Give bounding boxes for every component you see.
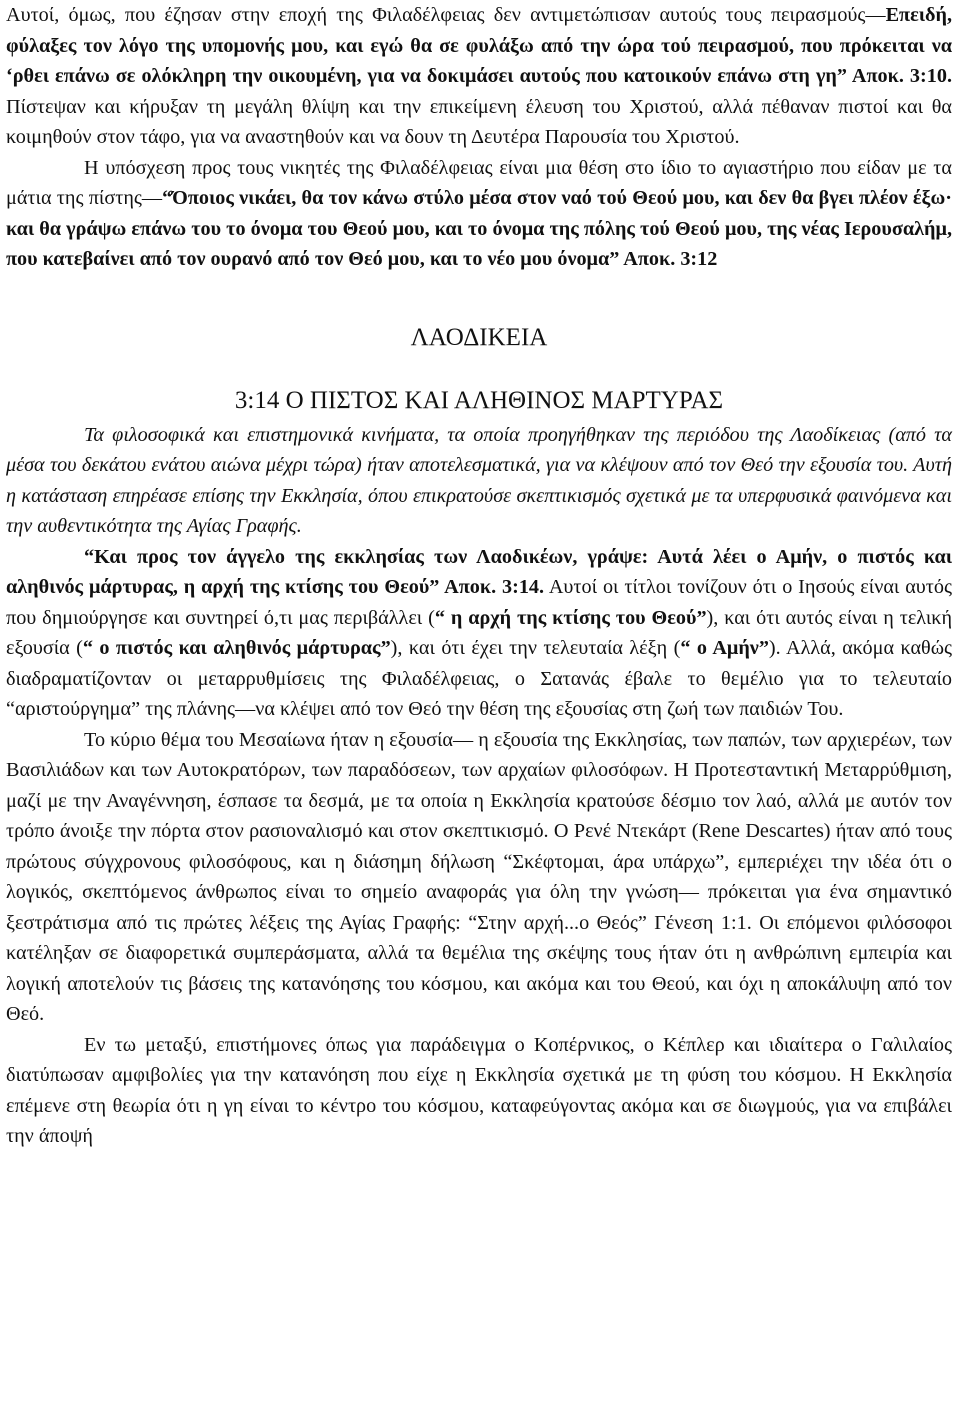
document-page bbox=[6, 0, 952, 1152]
scripture-quote-rev-3-12: “Όποιος νικάει, θα τον κάνω στύλο μέσα στον ναό τού Θεού μου, και δεν θα βγει πλέον έξω· και θα γράψω επάνω του το όνομα του Θεού μου, και το όνομα της πόλης τού Θεού μου, της νέας Ιερουσαλήμ, που κατεβαίνει από τον ουρανό από τον Θεό μου, και το νέο μου όνομα” Αποκ. 3:12 bbox=[6, 187, 952, 270]
paragraph-text: ), και ότι έχει την τελευταία λέξη ( bbox=[390, 637, 681, 659]
paragraph-philadelphia-promise: Η υπόσχεση προς τους νικητές της Φιλαδέλφειας είναι μια θέση στο ίδιο το αγιαστήριο που είδαν με τα μάτια της πίστης—“Όποιος νικάει, θα τον κάνω στύλο μέσα στον ναό τού Θεού μου, και δεν θα βγει πλέον έξω· και θα γράψω επάνω του το όνομα του Θεού μου, και το όνομα της πόλης τού Θεού μου, της νέας Ιερουσαλήμ, που κατεβαίνει από τον ουρανό από τον Θεό μου, και το νέο μου όνομα” Αποκ. 3:12 bbox=[6, 156, 952, 270]
paragraph-text: ). Αλλά, ακόμα καθώς διαδραματίζονταν οι μεταρρυθμίσεις της Φιλαδέλφειας, ο Σατανάς έβαλε το θεμέλιο για το τελευταίο “αριστούργημα” της πλάνης—να κλέψει από τον Θεό την θέση της εξουσίας στη ζωή των παιδιών Του. bbox=[6, 637, 952, 720]
paragraph-philadelphia-trials: Αυτοί, όμως, που έζησαν στην εποχή της Φιλαδέλφειας δεν αντιμετώπισαν αυτούς τους πειρασμούς—Επειδή, φύλαξες τον λόγο της υπομονής μου, και εγώ θα σε φυλάξω από την ώρα τού πειρασμού, που πρόκειται να ‘ρθει επάνω σε ολόκληρη την οικουμένη, για να δοκιμάσει αυτούς που κατοικούν επάνω στη γη” Αποκ. 3:10. Πίστεψαν και κήρυξαν τη μεγάλη θλίψη και την επικείμενη έλευση του Χριστού, αλλά πέθαναν πιστοί και θα κοιμηθούν στον τάφο, για να αναστηθούν και να δουν τη Δευτέρα Παρουσία του Χριστού. bbox=[6, 4, 952, 148]
paragraph-laodicea-intro: Τα φιλοσοφικά και επιστημονικά κινήματα, τα οποία προηγήθηκαν της περιόδου της Λαοδίκειας (από τα μέσα του δεκάτου ενάτου αιώνα μέχρι τώρα) ήταν αποτελεσματικά, για να κλέψουν από τον Θεό την εξουσία του. Αυτή η κατάσταση επηρέασε επίσης την Εκκλησία, όπου επικρατούσε σκεπτικισμός σχετικά με τα υπερφυσικά φαινόμενα και την αυθεντικότητα της Αγίας Γραφής. bbox=[6, 423, 952, 537]
quote-beginning-of-creation: “ η αρχή της κτίσης του Θεού” bbox=[434, 606, 707, 629]
paragraph-text: Αυτοί οι τίτλοι τονίζουν ότι ο Ιησούς είναι αυτός που δημιούργησε και συντηρεί ό,τι μας περιβάλλει ( bbox=[6, 576, 952, 629]
paragraph-middle-ages-authority: Το κύριο θέμα του Μεσαίωνα ήταν η εξουσία— η εξουσία της Εκκλησίας, των παπών, των αρχιερέων, των Βασιλιάδων και των Αυτοκρατόρων, των παραδόσεων, των αρχαίων φιλοσόφων. Η Προτεσταντική Μεταρρύθμιση, μαζί με την Αναγέννηση, έσπασε τα δεσμά, με τα οποία η Εκκλησία κρατούσε δέσμιο τον λαό, αλλά με αυτόν τον τρόπο άνοιξε την πόρτα στον ρασιοναλισμό και στον σκεπτικισμό. Ο Ρενέ Ντεκάρτ (Rene Descartes) ήταν από τους πρώτους σύγχρονους φιλοσόφους, και η διάσημη δήλωση “Σκέφτομαι, άρα υπάρχω”, εμπεριέχει την ιδέα ότι ο λογικός, σκεπτόμενος άνθρωπος είναι το σημείο αναφοράς για όλη την γνώση— πρόκειται για ένα σημαντικό ξεστράτισμα από τις πρώτες λέξεις της Αγίας Γραφής: “Στην αρχή...ο Θεός” Γένεση 1:1. Οι επόμενοι φιλόσοφοι κατέληξαν σε διαφορετικά συμπεράσματα, αλλά τα θεμέλια της σκέψης τους ήταν ότι η ανθρώπινη εμπειρία και λογική αποτελούν τις βάσεις της κατανόησης του κόσμου, και ακόμα και του Θεού, και όχι η αποκάλυψη από τον Θεό. bbox=[6, 728, 952, 1025]
paragraph-scientists: Εν τω μεταξύ, επιστήμονες όπως για παράδειγμα ο Κοπέρνικος, ο Κέπλερ και ιδιαίτερα ο Γαλιλαίος διατύπωσαν αμφιβολίες για την κατανόηση που είχε η Εκκλησία σχετικά με τη φύση του κόσμου. Η Εκκλησία επέμενε στη θεωρία ότι η γη είναι το κέντρο του κόσμου, καταφεύγοντας ακόμα και σε διωγμούς, για να επιβάλει την άποψή bbox=[6, 1033, 952, 1147]
paragraph-text: Η υπόσχεση προς τους νικητές της Φιλαδέλφειας είναι μια θέση στο ίδιο το αγιαστήριο που είδαν με τα μάτια της πίστης bbox=[6, 156, 952, 209]
scripture-quote-rev-3-10: Επειδή, φύλαξες τον λόγο της υπομονής μου, και εγώ θα σε φυλάξω από την ώρα τού πειρασμού, που πρόκειται να ‘ρθει επάνω σε ολόκληρη την οικουμένη, για να δοκιμάσει αυτούς που κατοικούν επάνω στη γη” Αποκ. 3:10. bbox=[6, 4, 952, 87]
section-subheading: 3:14 Ο ΠΙΣΤΟΣ ΚΑΙ ΑΛΗΘΙΝΟΣ ΜΑΡΤΥΡΑΣ bbox=[234, 386, 724, 414]
scripture-quote-rev-3-14: “Και προς τον άγγελο της εκκλησίας των Λαοδικέων, γράψε: Αυτά λέει ο Αμήν, ο πιστός και αληθινός μάρτυρας, η αρχή της κτίσης του Θεού” Αποκ. 3:14. bbox=[6, 545, 952, 598]
quote-faithful-witness: “ ο πιστός και αληθινός μάρτυρας” bbox=[82, 637, 391, 659]
paragraph-text: Πίστεψαν και κήρυξαν τη μεγάλη θλίψη και την επικείμενη έλευση του Χριστού, αλλά πέθαναν πιστοί και θα κοιμηθούν στον τάφο, για να αναστηθούν και να δουν τη Δευτέρα Παρουσία του Χριστού. bbox=[6, 95, 952, 148]
section-heading-laodicea: ΛΑΟΔΙΚΕΙΑ bbox=[410, 323, 548, 351]
paragraph-text: Αυτοί, όμως, που έζησαν στην εποχή της Φιλαδέλφειας δεν αντιμετώπισαν αυτούς τους πειρασμούς bbox=[6, 4, 866, 26]
quote-amen: “ ο Αμήν” bbox=[680, 637, 769, 659]
paragraph-laodicea-titles bbox=[6, 542, 952, 725]
paragraph-text: ), και ότι αυτός είναι η τελική εξουσία ( bbox=[6, 606, 953, 659]
